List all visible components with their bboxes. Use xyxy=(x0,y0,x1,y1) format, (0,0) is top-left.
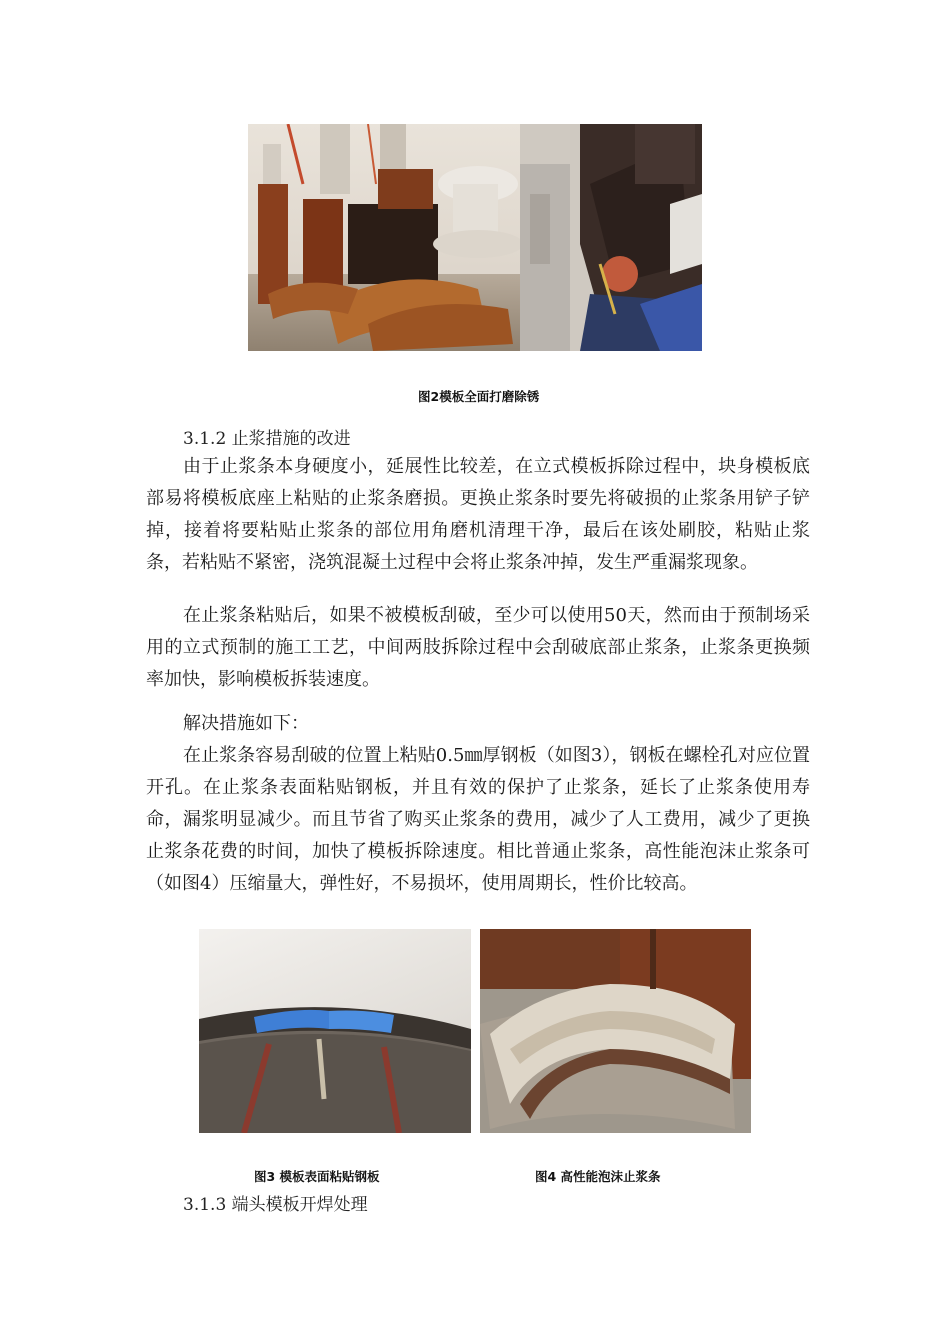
figure-4-photo xyxy=(480,929,751,1133)
paragraph-3: 解决措施如下： xyxy=(183,713,309,734)
figure-2-caption: 图2模板全面打磨除锈 xyxy=(418,389,540,404)
figure-2-right-photo xyxy=(520,124,702,351)
section-3-1-3-heading: 3.1.3 端头模板开焊处理 xyxy=(183,1195,368,1215)
paragraph-1: 由于止浆条本身硬度小，延展性比较差，在立式模板拆除过程中，块身模板底部易将模板底座上粘贴的止浆条磨损。更换止浆条时要先将破损的止浆条用铲子铲掉，接着将要粘贴止浆条的部位用角磨机清理干净，最后在该处刷胶，粘贴止浆条，若粘贴不紧密，浇筑混凝土过程中会将止浆条冲掉，发生严重漏浆现象。 xyxy=(146,456,810,573)
section-3-1-2-heading: 3.1.2 止浆措施的改进 xyxy=(183,429,351,449)
paragraph-2: 在止浆条粘贴后，如果不被模板刮破，至少可以使用50天，然而由于预制场采用的立式预制的施工工艺，中间两肢拆除过程中会刮破底部止浆条，止浆条更换频率加快，影响模板拆装速度。 xyxy=(146,605,810,690)
paragraph-4: 在止浆条容易刮破的位置上粘贴0.5㎜厚钢板（如图3），钢板在螺栓孔对应位置开孔。在止浆条表面粘贴钢板，并且有效的保护了止浆条，延长了止浆条使用寿命，漏浆明显减少。而且节省了购买止浆条的费用，减少了人工费用，减少了更换止浆条花费的时间，加快了模板拆除速度。相比普通止浆条，高性能泡沫止浆条可（如图4）压缩量大，弹性好，不易损坏，使用周期长，性价比较高。 xyxy=(146,745,810,894)
figure-4-caption: 图4 高性能泡沫止浆条 xyxy=(535,1169,661,1184)
figure-2-left-photo xyxy=(248,124,520,351)
figure-3-caption: 图3 模板表面粘贴钢板 xyxy=(254,1169,380,1184)
figure-3-photo xyxy=(199,929,471,1133)
